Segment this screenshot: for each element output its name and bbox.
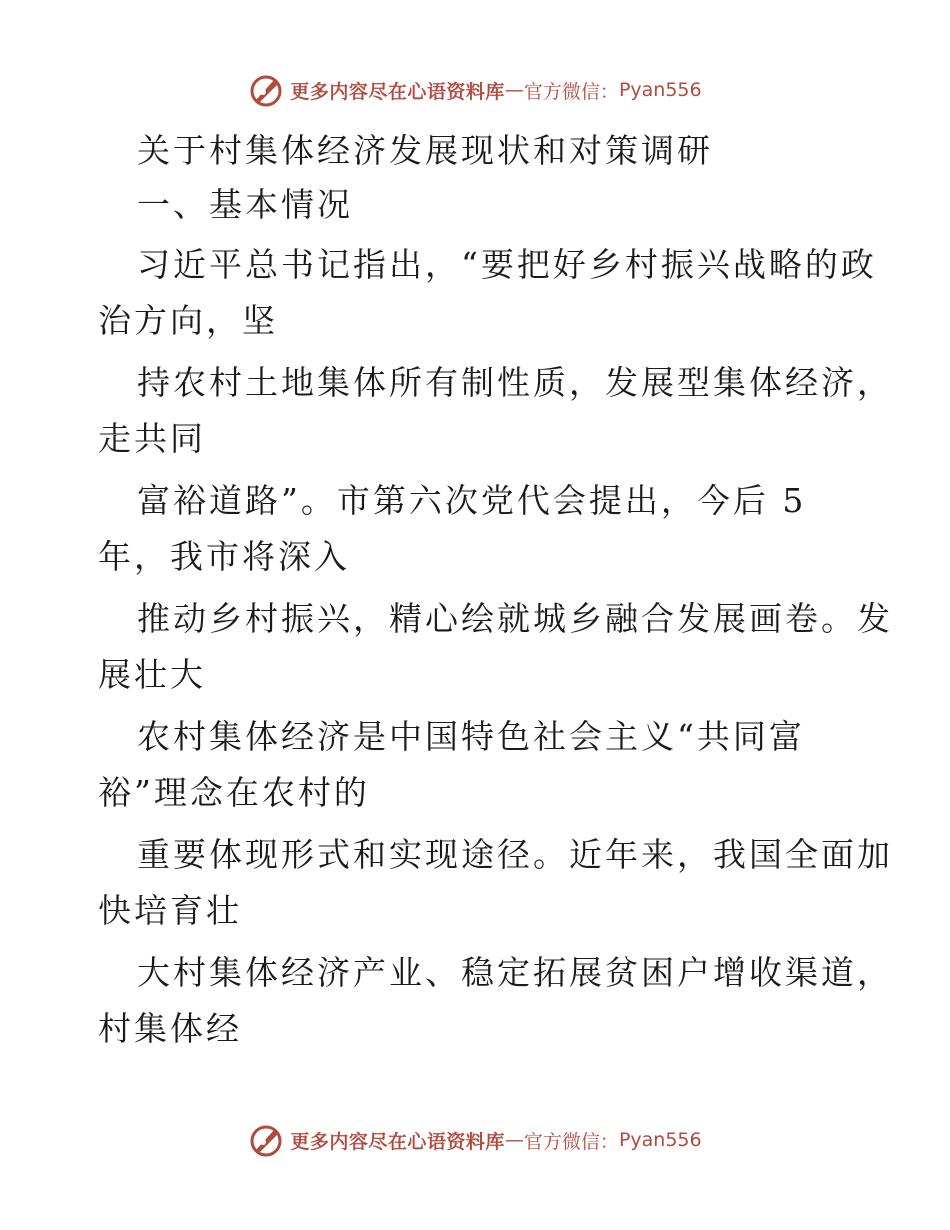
paragraph-line: 习近平总书记指出，“要把好乡村振兴战略的政 [137, 245, 877, 284]
banner-wechat-id: Pyan556 [618, 79, 702, 101]
banner-main-text: 更多内容尽在心语资料库 [290, 80, 505, 103]
document-title: 关于村集体经济发展现状和对策调研 [137, 131, 713, 170]
section-heading: 一、基本情况 [137, 185, 353, 224]
paragraph-line: 裕”理念在农村的 [98, 773, 370, 812]
banner-wechat-label: 官方微信： [523, 1130, 619, 1153]
paragraph-line: 重要体现形式和实现途径。近年来，我国全面加 [137, 835, 893, 874]
paragraph-line: 富裕道路”。市第六次党代会提出，今后 5 [137, 481, 807, 520]
banner-main-text: 更多内容尽在心语资料库 [290, 1130, 505, 1153]
paragraph-line: 持农村土地集体所有制性质，发展型集体经济， [137, 363, 893, 402]
paragraph-line: 治方向，坚 [98, 301, 278, 340]
paragraph-line: 走共同 [98, 419, 206, 458]
paragraph-line: 年，我市将深入 [98, 537, 350, 576]
banner-separator: — [504, 79, 524, 101]
paragraph-line: 展壮大 [98, 655, 206, 694]
paragraph-line: 农村集体经济是中国特色社会主义“共同富 [137, 717, 805, 756]
paragraph-line: 快培育壮 [98, 891, 242, 930]
footer-watermark-banner [0, 1120, 950, 1160]
paragraph-line: 村集体经 [98, 1009, 242, 1048]
paragraph-line: 推动乡村振兴，精心绘就城乡融合发展画卷。发 [137, 599, 893, 638]
quill-logo-icon [248, 72, 284, 108]
banner-wechat-label: 官方微信： [523, 80, 619, 103]
banner-separator: — [504, 1129, 524, 1151]
paragraph-line: 大村集体经济产业、稳定拓展贫困户增收渠道， [137, 953, 893, 992]
banner-wechat-id: Pyan556 [618, 1129, 702, 1151]
quill-logo-icon [248, 1122, 284, 1158]
header-watermark-banner [0, 70, 950, 110]
